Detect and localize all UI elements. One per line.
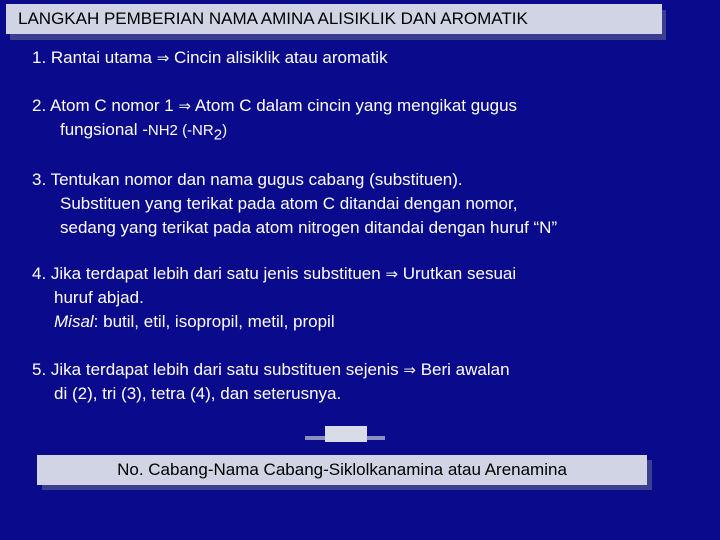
- step-4-line-2: huruf abjad.: [54, 288, 144, 307]
- step-2: [32, 94, 517, 118]
- step-5-line-2: di (2), tri (3), tetra (4), dan seterusnya.: [54, 384, 342, 403]
- connector-block: [325, 426, 367, 442]
- step-2-text-a: 2. Atom C nomor 1: [32, 96, 179, 115]
- step-2-text-b: Atom C dalam cincin yang mengikat gugus: [191, 96, 518, 115]
- arrow-icon: ⇒: [403, 361, 416, 379]
- arrow-icon: ⇒: [385, 265, 399, 283]
- step-2-nh2: NH2 (-NR: [147, 122, 214, 139]
- arrow-icon: ⇒: [156, 49, 170, 67]
- step-1: [32, 46, 388, 70]
- step-5: [32, 358, 510, 382]
- formula-box: No. Cabang-Nama Cabang-Siklolkanamina atau Arenamina: [37, 455, 647, 485]
- step-4-line-3: [54, 310, 335, 334]
- step-4: [32, 262, 516, 286]
- step-3-line-3: sedang yang terikat pada atom nitrogen ditandai dengan huruf “N”: [60, 218, 558, 237]
- step-4-examples: : butil, etil, isopropil, metil, propil: [93, 312, 335, 331]
- step-3-line-1: 3. Tentukan nomor dan nama gugus cabang (substituen).: [32, 170, 463, 189]
- step-2-subscript: 2: [213, 126, 223, 144]
- step-4-text-b: Urutkan sesuai: [398, 264, 517, 283]
- step-2-line-2: [60, 118, 227, 147]
- step-2-close: ): [222, 122, 228, 139]
- step-4-misal: Misal: [54, 312, 94, 331]
- step-1-text-a: 1. Rantai utama: [32, 48, 157, 67]
- page-title: LANGKAH PEMBERIAN NAMA AMINA ALISIKLIK DAN AROMATIK: [6, 4, 662, 34]
- step-2-fungsional: fungsional -: [60, 120, 148, 139]
- step-3-line-2: Substituen yang terikat pada atom C ditandai dengan nomor,: [60, 194, 518, 213]
- arrow-icon: ⇒: [178, 97, 192, 115]
- step-1-text-b: Cincin alisiklik atau aromatik: [169, 48, 388, 67]
- step-5-text-b: Beri awalan: [415, 360, 510, 379]
- step-5-text-a: 5. Jika terdapat lebih dari satu substituen sejenis: [32, 360, 404, 379]
- step-4-text-a: 4. Jika terdapat lebih dari satu jenis substituen: [32, 264, 386, 283]
